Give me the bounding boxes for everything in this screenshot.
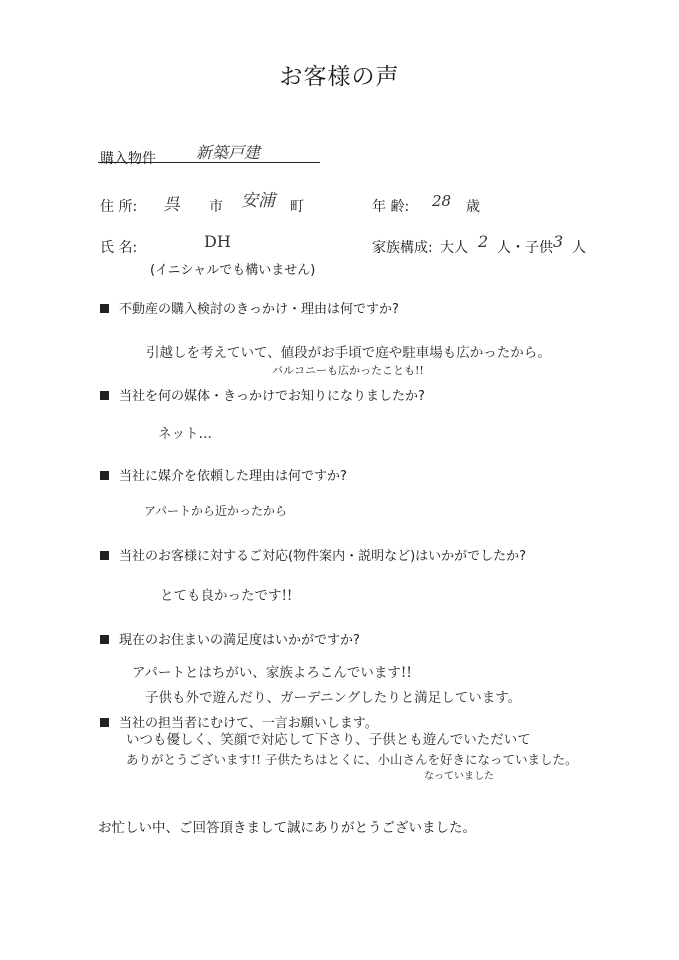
- name-value: DH: [204, 232, 231, 251]
- family-label: 家族構成:: [372, 240, 433, 256]
- question-3: [100, 465, 347, 484]
- closing-message: お忙しい中、ご回答頂きまして誠にありがとうございました。: [98, 820, 476, 836]
- age-value: 28: [432, 192, 452, 210]
- name-label: 氏 名:: [100, 240, 138, 256]
- family-adults-unit: 人・子供: [497, 240, 553, 256]
- address-town-value: 安浦: [241, 191, 275, 211]
- family-children-value: 3: [553, 232, 564, 251]
- answer-2-line-1: ネット…: [158, 426, 212, 442]
- property-label: 購入物件: [100, 151, 156, 167]
- family-adults-label: 大人: [440, 240, 468, 256]
- bullet-icon: [100, 471, 109, 480]
- bullet-icon: [100, 391, 109, 400]
- question-4-text: 当社のお客様に対するご対応(物件案内・説明など)はいかがでしたか?: [119, 549, 527, 564]
- family-children-unit: 人: [572, 240, 586, 256]
- question-6-text: 当社の担当者にむけて、一言お願いします。: [119, 716, 378, 731]
- answer-1-line-2: バルコニーも広かったことも!!: [272, 364, 424, 377]
- page-title: お客様の声: [279, 64, 400, 90]
- answer-6-line-1: いつも優しく、笑顔で対応して下さり、子供とも遊んでいただいて: [126, 732, 531, 748]
- question-4: [100, 545, 526, 564]
- question-5-text: 現在のお住まいの満足度はいかがですか?: [119, 633, 360, 648]
- answer-5-line-2: 子供も外で遊んだり、ガーデニングしたりと満足しています。: [145, 690, 522, 706]
- question-1-text: 不動産の購入検討のきっかけ・理由は何ですか?: [119, 302, 399, 317]
- answer-6-line-2: ありがとうございます!! 子供たちはとくに、小山さんを好きになっていました。: [126, 752, 578, 767]
- age-unit: 歳: [466, 199, 480, 215]
- answer-3-line-1: アパートから近かったから: [144, 504, 288, 518]
- answer-4-line-1: とても良かったです!!: [160, 588, 293, 604]
- address-label: 住 所:: [100, 199, 138, 215]
- bullet-icon: [100, 551, 109, 560]
- bullet-icon: [100, 304, 109, 313]
- question-3-text: 当社に媒介を依頼した理由は何ですか?: [119, 469, 347, 484]
- age-label: 年 齢:: [372, 199, 410, 215]
- address-town-label: 町: [290, 199, 304, 215]
- answer-6-line-3: なっていました: [424, 771, 494, 782]
- question-5: [100, 629, 360, 648]
- address-city-value: 呉: [163, 195, 180, 215]
- address-city-label: 市: [209, 199, 223, 215]
- bullet-icon: [100, 635, 109, 644]
- property-value: 新築戸建: [196, 143, 261, 162]
- property-underline: [98, 162, 320, 163]
- answer-1-line-1: 引越しを考えていて、値段がお手頃で庭や駐車場も広かったから。: [146, 345, 551, 361]
- answer-5-line-1: アパートとはちがい、家族よろこんでいます!!: [132, 665, 412, 681]
- family-adults-value: 2: [478, 232, 489, 251]
- name-note: (イニシャルでも構いません): [150, 263, 316, 278]
- question-1: [100, 298, 399, 317]
- question-2: [100, 385, 425, 404]
- bullet-icon: [100, 718, 109, 727]
- question-2-text: 当社を何の媒体・きっかけでお知りになりましたか?: [119, 389, 425, 404]
